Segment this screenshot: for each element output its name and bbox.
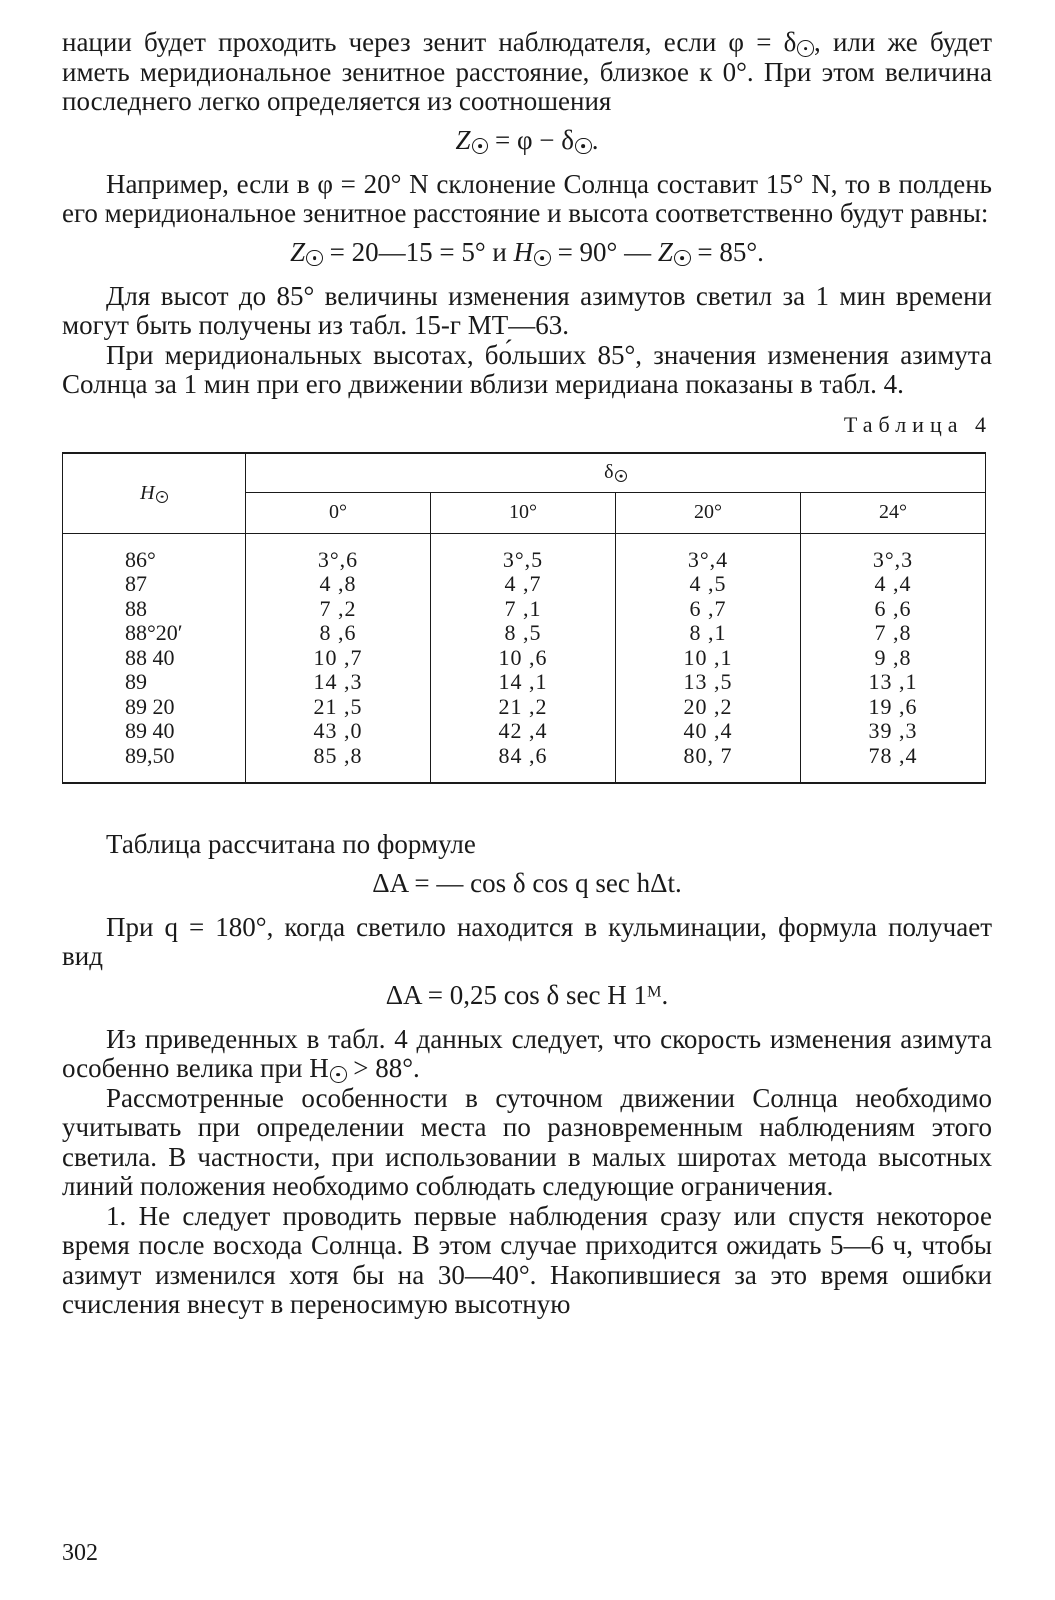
sun-symbol-icon [575, 138, 592, 155]
table-caption: Таблица 4 [843, 411, 992, 437]
sun-symbol-icon [306, 250, 323, 267]
table-row: 89,50 85 ,8 84 ,6 80, 7 78 ,4 [63, 744, 986, 784]
table-column-header: 24° [801, 492, 986, 533]
formula-zenith: Z = φ − δ . [455, 124, 599, 155]
table-column-header: 20° [616, 492, 801, 533]
paragraph-3: Для высот до 85° величины изменения азимутов светил за 1 мин времени могут быть получены из табл. 15-г МТ—63. [62, 280, 992, 340]
paragraph-2: Например, если в φ = 20° N склонение Солнца составит 15° N, то в полдень его меридиональное зенитное расстояние и высота соответственно будут равны: [62, 168, 992, 228]
table-row: 89 20 21 ,5 21 ,2 20 ,2 19 ,6 [63, 695, 986, 720]
sun-symbol-icon [534, 250, 551, 267]
table-row: 86° 3°,6 3°,5 3°,4 3°,3 [63, 533, 986, 572]
formula-example: Z = 20—15 = 5° и H = 90° — Z = 85°. [290, 236, 764, 267]
table-column-header: 0° [246, 492, 431, 533]
table-body [63, 533, 986, 783]
sun-symbol-icon [674, 250, 691, 267]
paragraph-9: 1. Не следует проводить первые наблюдения сразу или спустя некоторое время после восхода Солнца. В этом случае приходится ожидать 5—6 ч, чтобы азимут изменился хотя бы на 30—40°. Накопившиеся за это время ошибки счисления внесут в переносимую высотную [62, 1200, 992, 1319]
table-column-header: 10° [431, 492, 616, 533]
paragraph-5: Таблица рассчитана по формуле [106, 829, 476, 859]
sun-symbol-icon [330, 1066, 347, 1083]
table-header-h: H [63, 453, 246, 534]
table-row: 88 7 ,2 7 ,1 6 ,7 6 ,6 [63, 597, 986, 622]
formula-delta-a-culmination: ΔA = 0,25 cos δ sec H 1ᴹ. [385, 979, 669, 1010]
paragraph-4: При меридиональных высотах, бо́льших 85°, значения изменения азимута Солнца за 1 мин при его движении вблизи меридиана показаны в табл. 4. [62, 339, 992, 399]
paragraph-1: нации будет проходить через зенит наблюдателя, если φ = δ , или же будет иметь меридиональное зенитное расстояние, близкое к 0°. При этом величина последнего легко определяется из соотношения [62, 27, 992, 116]
page-content [62, 28, 992, 1320]
sun-symbol-icon [797, 40, 814, 57]
paragraph-6: При q = 180°, когда светило находится в кульминации, формула получает вид [62, 911, 992, 971]
table-row: 88°20′ 8 ,6 8 ,5 8 ,1 7 ,8 [63, 621, 986, 646]
page-number: 302 [62, 1540, 98, 1566]
paragraph-8: Рассмотренные особенности в суточном движении Солнца необходимо учитывать при определении места по разновременным наблюдениям этого светила. В частности, при использовании в малых широтах метода высотных линий положения необходимо соблюдать следующие ограничения. [62, 1082, 992, 1201]
table-row: 87 4 ,8 4 ,7 4 ,5 4 ,4 [63, 572, 986, 597]
table-4 [62, 452, 986, 785]
sun-symbol-icon [615, 470, 627, 482]
table-row: 89 40 43 ,0 42 ,4 40 ,4 39 ,3 [63, 719, 986, 744]
table-header-delta: δ [246, 453, 986, 493]
table-row: 88 40 10 ,7 10 ,6 10 ,1 9 ,8 [63, 646, 986, 671]
table-row: 89 14 ,3 14 ,1 13 ,5 13 ,1 [63, 670, 986, 695]
sun-symbol-icon [156, 491, 168, 503]
formula-delta-a: ΔA = — cos δ cos q sec hΔt. [372, 867, 682, 898]
paragraph-7: Из приведенных в табл. 4 данных следует, что скорость изменения азимута особенно велика при H > 88°. [62, 1023, 992, 1083]
sun-symbol-icon [472, 138, 489, 155]
